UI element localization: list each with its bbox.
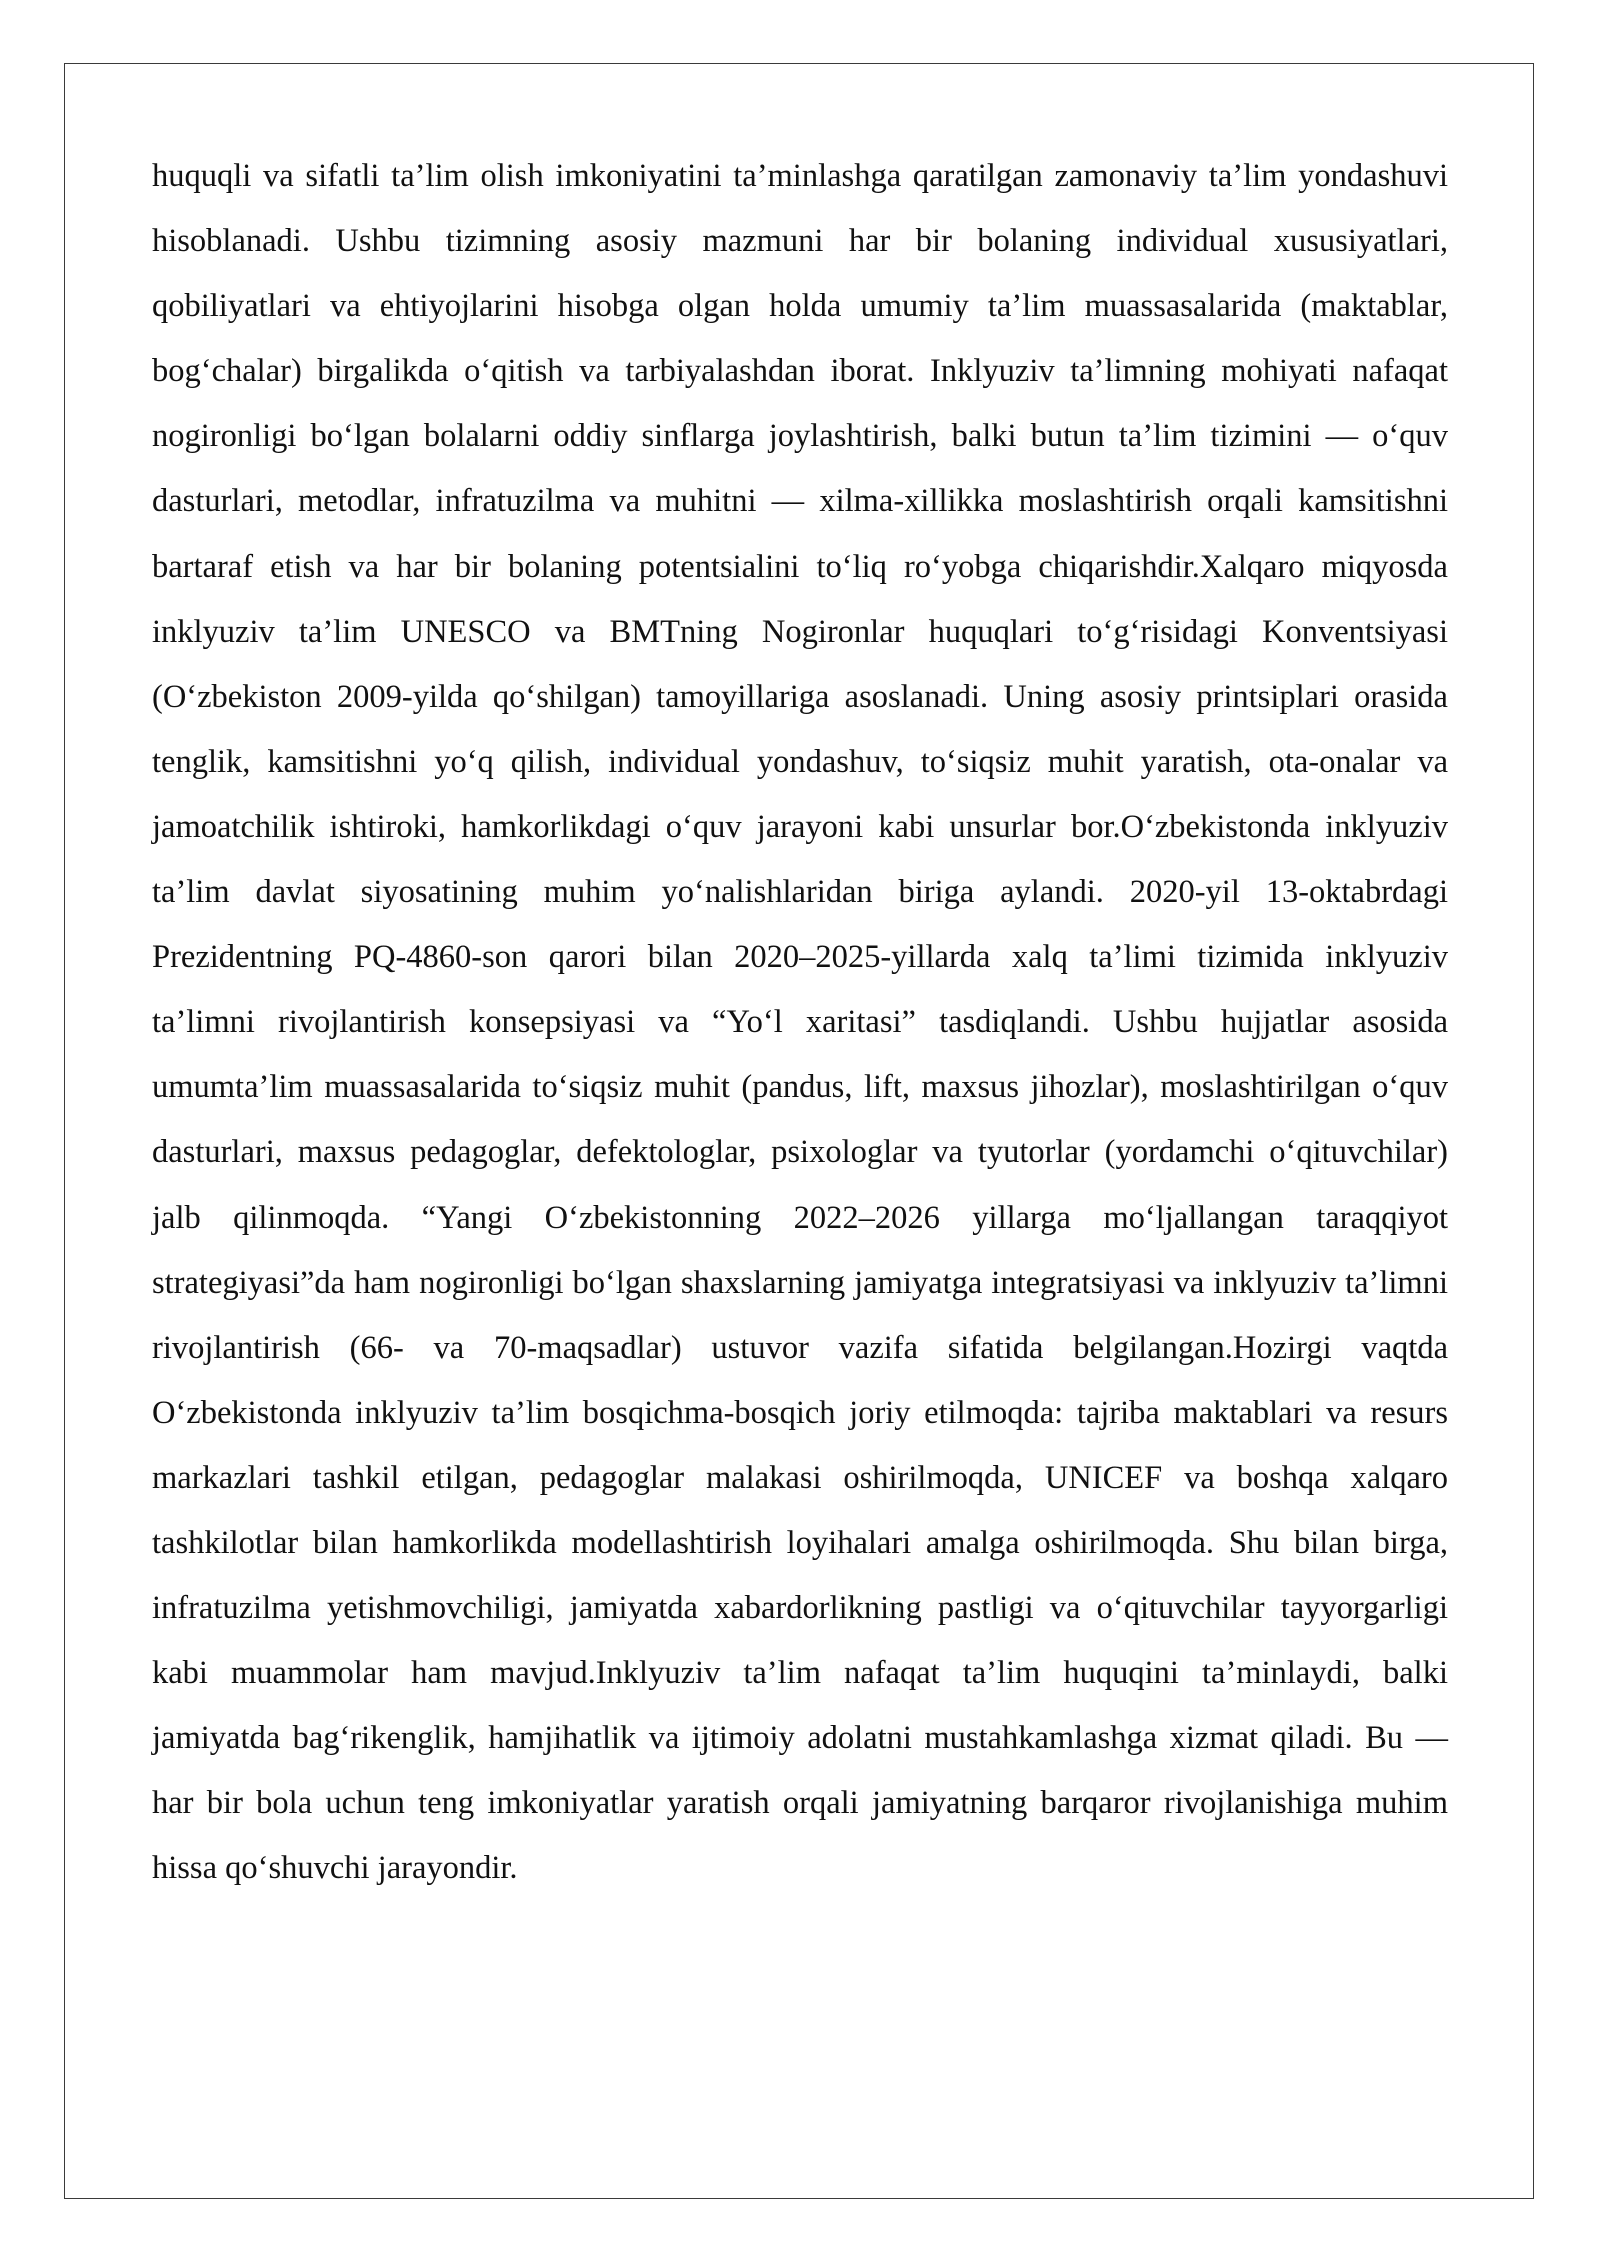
body-paragraph: huquqli va sifatli ta’lim olish imkoniyatini ta’minlashga qaratilgan zamonaviy ta’lim yondashuvi hisoblanadi. Ushbu tizimning asosiy mazmuni har bir bolaning individual xususiyatlari, qobiliyatlari va ehtiyojlarini hisobga olgan holda umumiy ta’lim muassasalarida (maktablar, bog‘chalar) birgalikda o‘qitish va tarbiyalashdan iborat. Inklyuziv ta’limning mohiyati nafaqat nogironligi bo‘lgan bolalarni oddiy sinflarga joylashtirish, balki butun ta’lim tizimini — o‘quv dasturlari, metodlar, infratuzilma va muhitni — xilma-xillikka moslashtirish orqali kamsitishni bartaraf etish va har bir bolaning potentsialini to‘liq ro‘yobga chiqarishdir.Xalqaro miqyosda inklyuziv ta’lim UNESCO va BMTning Nogironlar huquqlari to‘g‘risidagi Konventsiyasi (O‘zbekiston 2009-yilda qo‘shilgan) tamoyillariga asoslanadi. Uning asosiy printsiplari orasida tenglik, kamsitishni yo‘q qilish, individual yondashuv, to‘siqsiz muhit yaratish, ota-onalar va jamoatchilik ishtiroki, hamkorlikdagi o‘quv jarayoni kabi unsurlar bor.O‘zbekistonda inklyuziv ta’lim davlat siyosatining muhim yo‘nalishlaridan biriga aylandi. 2020-yil 13-oktabrdagi Prezidentning PQ-4860-son qarori bilan 2020–2025-yillarda xalq ta’limi tizimida inklyuziv ta’limni rivojlantirish konsepsiyasi va “Yo‘l xaritasi” tasdiqlandi. Ushbu hujjatlar asosida umumta’lim muassasalarida to‘siqsiz muhit (pandus, lift, maxsus jihozlar), moslashtirilgan o‘quv dasturlari, maxsus pedagoglar, defektologlar, psixologlar va tyutorlar (yordamchi o‘qituvchilar) jalb qilinmoqda. “Yangi O‘zbekistonning 2022–2026 yillarga mo‘ljallangan taraqqiyot strategiyasi”da ham nogironligi bo‘lgan shaxslarning jamiyatga integratsiyasi va inklyuziv ta’limni rivojlantirish (66- va 70-maqsadlar) ustuvor vazifa sifatida belgilangan.Hozirgi vaqtda O‘zbekistonda inklyuziv ta’lim bosqichma-bosqich joriy etilmoqda: tajriba maktablari va resurs markazlari tashkil etilgan, pedagoglar malakasi oshirilmoqda, UNICEF va boshqa xalqaro tashkilotlar bilan hamkorlikda modellashtirish loyihalari amalga oshirilmoqda. Shu bilan birga, infratuzilma yetishmovchiligi, jamiyatda xabardorlikning pastligi va o‘qituvchilar tayyorgarligi kabi muammolar ham mavjud.Inklyuziv ta’lim nafaqat ta’lim huquqini ta’minlaydi, balki jamiyatda bag‘rikenglik, hamjihatlik va ijtimoiy adolatni mustahkamlashga xizmat qiladi. Bu — har bir bola uchun teng imkoniyatlar yaratish orqali jamiyatning barqaror rivojlanishiga muhim hissa qo‘shuvchi jarayondir. (152, 158, 1448, 1887)
